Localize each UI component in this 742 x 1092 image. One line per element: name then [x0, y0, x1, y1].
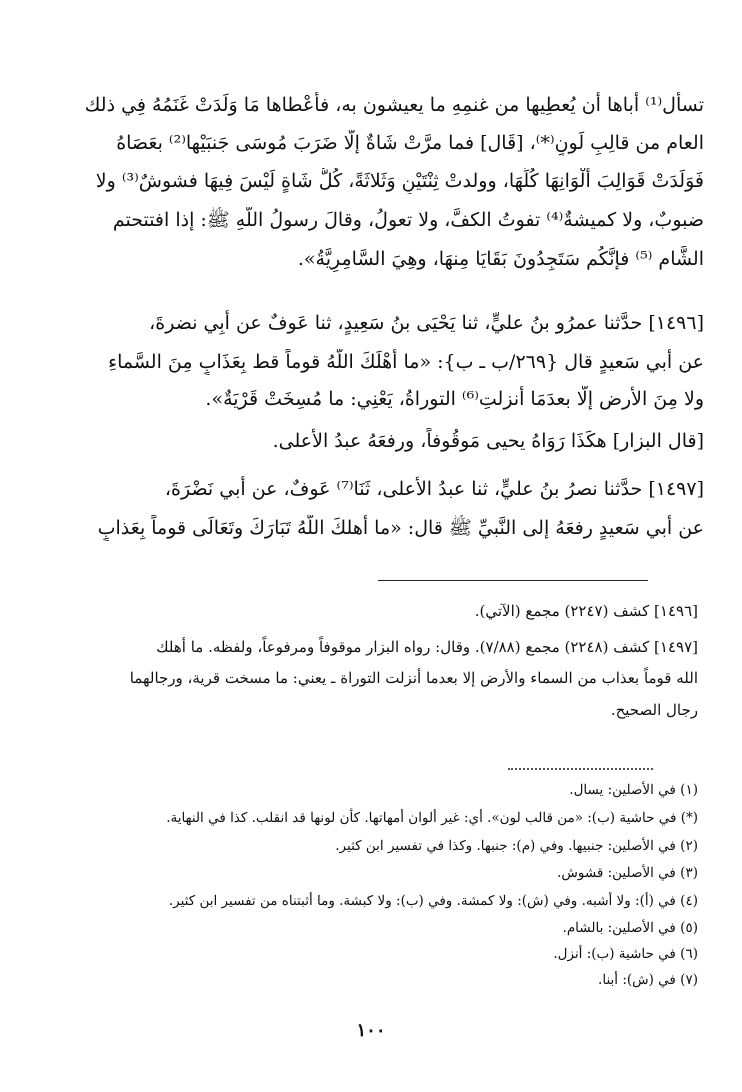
- main-text-line: فَوَلَدَتْ قَوَالِبَ أَلْوَانِهَا كُلِّهَا، وولدتْ ثِنْتَيْنِ وَثَلاثَةً، كُلُّ شَاةٍ لَيْسَ فِيهَا فشوشٌ⁽³⁾ ولا: [95, 170, 704, 192]
- page-number: ١٠٠: [356, 1020, 386, 1041]
- main-text-line: الشَّام ⁽⁵⁾ فإنَّكُم سَتَجِدُونَ بَقَايَا مِنهَا، وهِيَ السَّامِرِيَّةُ».: [297, 248, 704, 270]
- main-text-line: تسأل⁽¹⁾ أباها أن يُعطِيها من غنمِهِ ما يعيشون به، فأعْطاها مَا وَلَدَتْ غَنَمُهُ فِي ذلك: [84, 94, 704, 116]
- footnote: (٥) في الأصلين: بالشام.: [562, 920, 698, 936]
- main-text-line: العام من قالِبِ لَونٍ⁽*⁾، [قَال] فما مرَّتْ شَاةٌ إلَّا ضَرَبَ مُوسَى جَنبَيْها⁽²⁾ بعَصَاهُ: [116, 132, 704, 154]
- footnotes-separator: [508, 768, 653, 770]
- hadith-1496-line: عن أبي سَعيدٍ قال {٢٦٩/ب ـ ب}: «ما أَهْلَكَ اللَّهُ قوماً قط بِعَذَابٍ مِنَ السَّماءِ: [108, 351, 704, 373]
- hadith-1496-line: [١٤٩٦] حدَّثنا عمرُو بنُ عليٍّ، ثنا يَحْيَى بنُ سَعِيدٍ، ثنا عَوفٌ عن أبِي نضرةَ،: [149, 312, 704, 334]
- hadith-1497-line: [١٤٩٧] حدَّثنا نصرُ بنُ عليٍّ، ثنا عبدُ الأعلى، ثَنَا⁽⁷⁾ عَوفٌ، عن أبي نَضْرَةَ،: [164, 478, 704, 500]
- footnote: (١) في الأصلين: يسال.: [569, 782, 698, 798]
- footnote: (٤) في (أ): ولا أشبه. وفي (ش): ولا كمشة. وفي (ب): ولا كبشة. وما أثبتناه من تفسير ابن كثير.: [168, 893, 698, 909]
- bazzar-note-line: [قال البزار] هكَذَا رَوَاهُ يحيى مَوقُوفاً، ورفعَهُ عبدُ الأعلى.: [272, 430, 704, 452]
- reference-line: رجال الصحيح.: [610, 701, 698, 719]
- hadith-1496-line: ولا مِنَ الأرضِ إلَّا بعدَمَا أُنزلتِ⁽⁶⁾ التوراةُ، يَعْنِي: ما مُسِخَتْ قَرْيَةٌ».: [205, 388, 704, 410]
- reference-line: الله قوماً بعذاب من السماء والأرض إلا بعدما أنزلت التوراة ـ يعني: ما مسخت قرية، ورجالهما: [129, 669, 698, 687]
- footnote: (٦) في حاشية (ب): أنزل.: [553, 946, 698, 962]
- footnote: (*) في حاشية (ب): «من قالب لون». أي: غير ألوان أمهاتها. كأن لونها قد انقلب. كذا في النهاية.: [166, 810, 698, 826]
- reference-line: [١٤٩٦] كشف (٢٢٤٧) مجمع (الآتي).: [474, 602, 698, 620]
- main-text-line: ضبوبٌ، ولا كميشةٌ⁽⁴⁾ تفوتُ الكفَّ، ولا تعولُ، وقالَ رسولُ اللَّهِ ﷺ: إذا افتتحتم: [112, 209, 704, 231]
- footnote: (٢) في الأصلين: جنبيها. وفي (م): جنبها. وكذا في تفسير ابن كثير.: [335, 838, 698, 854]
- reference-line: [١٤٩٧] كشف (٢٢٤٨) مجمع (٧/٨٨). وقال: رواه البزار موقوفاً ومرفوعاً، ولفظه. ما أهلك: [156, 638, 698, 656]
- references-separator: [378, 580, 648, 581]
- footnote: (٧) في (ش): أبنا.: [598, 972, 698, 988]
- footnote: (٣) في الأصلين: قشوش.: [557, 865, 698, 881]
- hadith-1497-line: عن أبي سَعيدٍ رفعَهُ إلى النَّبيِّ ﷺ قال: «ما أهلكَ اللَّهُ تَبَارَكَ وتَعَالَى قوماً بِعَذابٍ: [97, 517, 704, 539]
